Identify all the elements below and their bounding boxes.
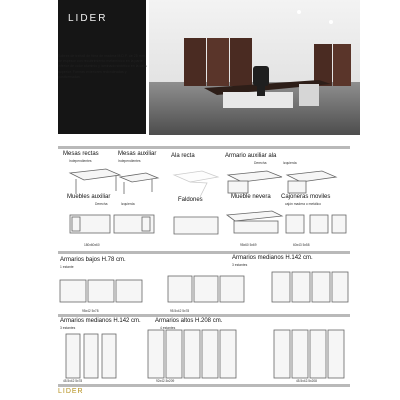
section-divider xyxy=(58,314,350,317)
section-divider xyxy=(58,251,350,254)
dim-armarios-altos-right: 45.5x42.5x208 xyxy=(296,379,317,383)
section-sub-mesas-auxiliar: Independientes xyxy=(118,159,141,163)
section-title-mesas-rectas: Mesas rectas xyxy=(63,151,99,157)
section-title-armarios-medianos-top: Armarios medianos H.142 cm. xyxy=(232,255,313,261)
armarios-altos-sketches xyxy=(58,328,350,384)
muebles-auxiliar-izquierda: Izquierda xyxy=(121,202,135,206)
section-title-mesas-auxiliar: Mesas auxiliar xyxy=(118,151,157,157)
section-title-ala-recta: Ala recta xyxy=(171,153,195,159)
section-title-armarios-medianos-bottom: Armarios medianos H.142 cm. xyxy=(60,318,141,324)
section-divider xyxy=(58,146,350,149)
dim-armarios-bajos-right: 95.5x42 5x78 xyxy=(170,309,190,313)
section-title-armarios-altos: Armarios altos H.208 cm. xyxy=(155,318,223,324)
section-sub-cajoneras: cajón madera o metálico xyxy=(285,202,321,206)
section-sub-armarios-altos: 4 estantes xyxy=(160,326,176,330)
section-divider xyxy=(58,384,350,387)
section-title-armario-auxiliar: Armario auxiliar ala xyxy=(225,153,277,159)
armario-auxiliar-derecha: Derecha xyxy=(254,161,267,165)
dim-armarios-bajos-left: 95x42 5x78 xyxy=(82,309,99,313)
section-title-mueble-nevera: Mueble nevera xyxy=(231,194,271,200)
armarios-bajos-sketches xyxy=(58,266,350,310)
muebles-auxiliar-derecha: Derecha xyxy=(95,202,108,206)
section-title-faldones: Faldones xyxy=(178,197,203,203)
section-sub-armarios-medianos-bottom: 3 estantes xyxy=(60,326,76,330)
brand-logo: LIDER xyxy=(68,13,108,24)
dim-armarios-altos-left: 92x42.5x209 xyxy=(156,379,175,383)
armario-auxiliar-izquierda: Izquierda xyxy=(283,161,297,165)
office-photo xyxy=(149,0,360,135)
dim-muebles-auxiliar: 180x60x60 xyxy=(84,243,100,247)
section-sub-mesas-rectas: Independientes xyxy=(69,159,92,163)
brand-description: Sobres de treball de fibra de madera M.D.F. de 25 mm. de espesor con recubrimiento melamínico en la parte inferior de color aluminio y laminado sintético en la cara superior. Formas exteriores redondeadas y postformadas. xyxy=(58,54,147,79)
dim-armarios-medianos-bottom: 45.5x42 5x78 xyxy=(63,379,83,383)
section-title-cajoneras: Cajoneras moviles xyxy=(281,194,331,200)
footer-logo: LIDER xyxy=(58,388,84,395)
section-title-armarios-bajos: Armarios bajos H.78 cm. xyxy=(60,257,126,263)
dim-cajoneras: 60x43 5x58 xyxy=(293,243,310,247)
section-sub-armarios-bajos: 1 estante xyxy=(60,265,74,269)
section-title-muebles-auxiliar: Muebles auxiliar xyxy=(67,194,111,200)
cabinet-sketches xyxy=(62,205,352,243)
section-sub-armarios-medianos-top: 3 estantes xyxy=(232,263,248,267)
dim-mueble-nevera: 95x60 5x69 xyxy=(240,243,257,247)
